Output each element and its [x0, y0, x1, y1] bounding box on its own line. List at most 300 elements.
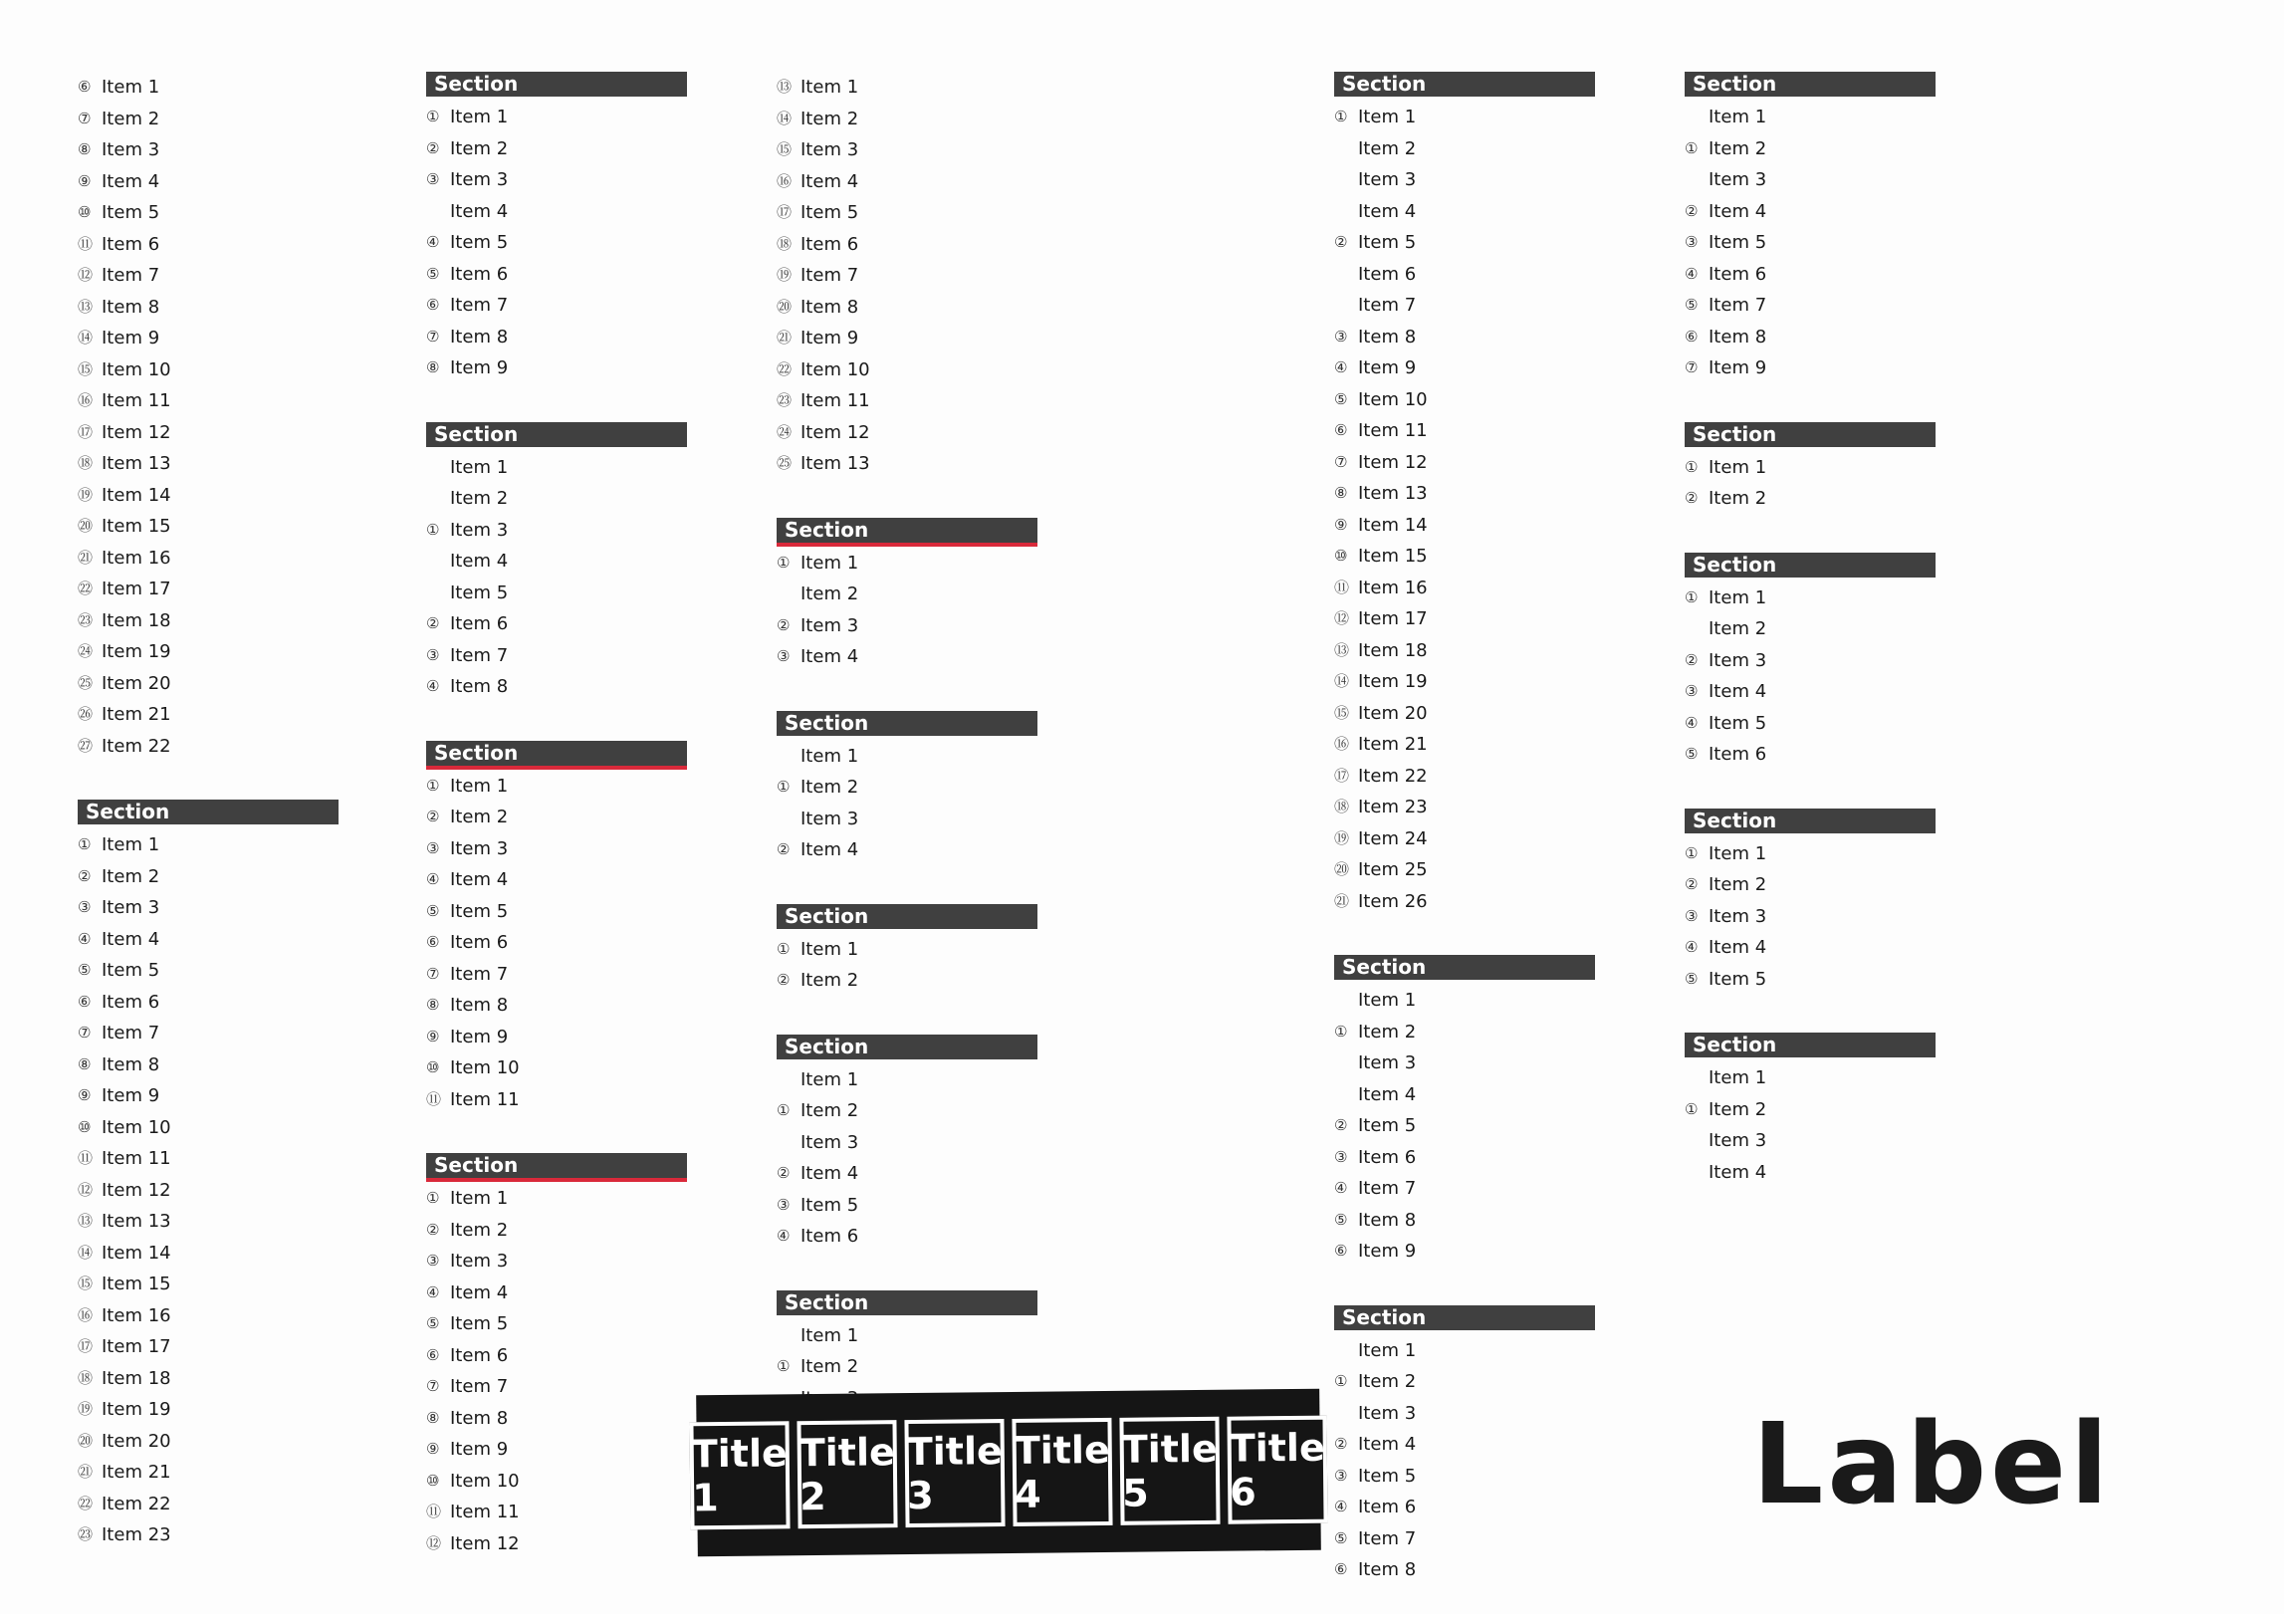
list-item	[78, 636, 339, 668]
item-text: Item 4	[1358, 1083, 1417, 1105]
list-item	[1685, 964, 1936, 996]
item-number: ⑬	[78, 1212, 94, 1230]
list-item	[78, 1363, 339, 1395]
item-text: Item 24	[1358, 827, 1428, 849]
list-item	[1334, 1335, 1595, 1367]
item-number: ②	[1685, 650, 1699, 669]
item-number: ⑪	[78, 1149, 94, 1167]
item-text: Item 18	[1358, 639, 1428, 661]
item-text: Item 1	[800, 938, 859, 960]
list-item	[777, 166, 1037, 198]
item-number: ⑯	[777, 171, 793, 190]
list-item	[426, 546, 687, 578]
list-item	[1334, 635, 1595, 667]
item-number: ⑬	[1334, 640, 1350, 659]
item-text: Item 1	[1709, 107, 1767, 127]
item-text: Item 5	[1709, 232, 1767, 253]
section-header: Section	[1685, 1033, 1936, 1057]
item-text: Item 3	[800, 614, 859, 636]
item-text: Item 19	[102, 641, 171, 662]
list-group	[1334, 1305, 1595, 1586]
list-item	[777, 72, 1037, 104]
list-group	[426, 1153, 687, 1559]
item-text: Item 6	[800, 233, 859, 255]
item-text: Item 5	[450, 900, 509, 922]
list-item	[1334, 1110, 1595, 1142]
item-text: Item 13	[102, 453, 171, 474]
item-text: Item 2	[1709, 488, 1767, 509]
list-item	[426, 102, 687, 133]
item-number: ㉔	[78, 642, 94, 660]
title-char: Title 5	[1119, 1417, 1220, 1525]
list-item	[1334, 164, 1595, 196]
item-text: Item 3	[450, 837, 509, 859]
item-text: Item 2	[450, 488, 509, 509]
item-number: ③	[1334, 327, 1348, 346]
item-text: Item 6	[450, 1344, 509, 1366]
item-number: ②	[1685, 875, 1699, 893]
item-number: ㉑	[78, 548, 94, 567]
item-number: ④	[426, 233, 440, 251]
section-header: Section	[777, 711, 1037, 736]
list-item	[78, 166, 339, 198]
item-text: Item 19	[1358, 671, 1428, 692]
item-number: ②	[78, 866, 92, 885]
item-number: ⑰	[78, 422, 94, 441]
item-text: Item 6	[450, 932, 509, 953]
item-number: ⑩	[1334, 547, 1348, 565]
list-item	[777, 772, 1037, 804]
item-number: ⑦	[78, 1024, 92, 1042]
item-text: Item 7	[800, 265, 859, 286]
list-item	[426, 1528, 687, 1560]
item-number: ①	[777, 939, 791, 958]
section-header: Section	[1685, 809, 1936, 833]
list-item	[777, 323, 1037, 354]
list-item	[426, 1277, 687, 1309]
column-1	[78, 72, 339, 1589]
item-text: Item 11	[1358, 420, 1428, 441]
list-item	[426, 771, 687, 803]
item-number: ⑫	[426, 1533, 442, 1552]
item-number: ⑤	[1685, 969, 1699, 988]
list-item	[777, 1158, 1037, 1190]
item-number: ⑧	[78, 1054, 92, 1073]
section-header: Section	[426, 1153, 687, 1178]
item-number: ⑰	[1334, 766, 1350, 785]
item-number: ③	[1334, 1147, 1348, 1166]
item-text: Item 12	[450, 1532, 520, 1554]
list-item	[777, 354, 1037, 386]
item-number: ⑮	[1334, 703, 1350, 722]
item-number: ②	[426, 808, 440, 825]
item-text: Item 1	[1709, 456, 1767, 478]
item-text: Item 3	[450, 1251, 509, 1272]
list-item	[426, 259, 687, 291]
item-number: ③	[777, 1195, 791, 1214]
item-number: ⑬	[78, 297, 94, 316]
item-text: Item 7	[1358, 1527, 1417, 1549]
guide-label: Label	[1752, 1400, 2113, 1529]
item-number: ②	[426, 614, 440, 632]
item-text: Item 23	[1358, 797, 1428, 817]
item-number: ⑲	[78, 485, 94, 504]
item-text: Item 2	[450, 137, 509, 159]
item-text: Item 16	[102, 1304, 171, 1326]
list-item	[78, 1238, 339, 1270]
list-item	[1685, 838, 1936, 870]
item-text: Item 9	[800, 328, 859, 348]
item-number: ⑦	[78, 109, 92, 127]
item-number: ⑮	[78, 359, 94, 378]
item-number: ⑱	[777, 234, 793, 253]
item-number: ⑰	[78, 1337, 94, 1355]
list-item	[777, 260, 1037, 292]
list-item	[1685, 1125, 1936, 1157]
list-item	[78, 924, 339, 956]
item-text: Item 7	[450, 963, 509, 985]
item-number: ④	[1685, 713, 1699, 732]
item-text: Item 6	[1709, 744, 1767, 765]
list-item	[777, 804, 1037, 835]
item-number: ⑥	[426, 1345, 440, 1364]
list-item	[1685, 352, 1936, 384]
item-number: ④	[78, 929, 92, 948]
item-text: Item 21	[1358, 734, 1428, 755]
item-text: Item 5	[450, 581, 509, 603]
section-header: Section	[1685, 72, 1936, 97]
item-number: ①	[426, 1189, 440, 1207]
item-text: Item 9	[1358, 1241, 1417, 1262]
item-text: Item 1	[102, 77, 160, 98]
item-text: Item 1	[800, 745, 859, 767]
list-item	[777, 1320, 1037, 1352]
item-number: ⑤	[426, 264, 440, 283]
list-item	[426, 133, 687, 165]
list-item	[1334, 666, 1595, 698]
list-item	[426, 1497, 687, 1528]
item-text: Item 12	[800, 421, 870, 443]
list-item	[1334, 1047, 1595, 1079]
list-item	[78, 480, 339, 512]
item-text: Item 2	[800, 777, 859, 798]
item-text: Item 8	[1358, 326, 1417, 348]
item-number: ⑥	[1334, 1560, 1348, 1578]
list-item	[426, 896, 687, 928]
item-text: Item 2	[800, 108, 859, 129]
item-text: Item 2	[800, 970, 859, 991]
list-item	[426, 1371, 687, 1403]
list-item	[1334, 698, 1595, 730]
item-number: ⑫	[1334, 609, 1350, 627]
item-text: Item 5	[450, 232, 509, 253]
list-item	[78, 699, 339, 731]
item-number: ②	[1334, 1435, 1348, 1453]
list-item	[426, 1434, 687, 1466]
item-number: ④	[426, 1282, 440, 1301]
item-number: ⑳	[1334, 860, 1350, 878]
item-text: Item 5	[800, 202, 859, 223]
list-item	[777, 1190, 1037, 1222]
list-item	[1334, 510, 1595, 542]
list-group	[1685, 1033, 1936, 1188]
list-item	[1334, 1017, 1595, 1048]
item-text: Item 3	[1709, 169, 1767, 190]
list-item	[1334, 1205, 1595, 1237]
item-text: Item 15	[102, 516, 171, 537]
item-number: ㉓	[777, 391, 793, 409]
item-number: ⑲	[777, 266, 793, 284]
item-text: Item 3	[450, 169, 509, 190]
item-text: Item 5	[800, 1194, 859, 1216]
list-item	[78, 511, 339, 543]
item-text: Item 4	[800, 1163, 859, 1184]
item-text: Item 5	[1709, 712, 1767, 734]
list-item	[1685, 739, 1936, 771]
item-text: Item 13	[800, 453, 870, 474]
item-number: ㉔	[777, 422, 793, 441]
item-number: ⑤	[78, 961, 92, 979]
list-item	[1685, 901, 1936, 933]
item-number: ⑩	[426, 1058, 440, 1076]
item-number: ㉑	[1334, 891, 1350, 910]
title-block	[691, 1389, 1325, 1557]
list-item	[1334, 854, 1595, 886]
list-item	[78, 1269, 339, 1300]
item-text: Item 1	[1358, 107, 1417, 127]
list-item	[78, 1143, 339, 1175]
item-text: Item 12	[1358, 451, 1428, 473]
list-item	[426, 1466, 687, 1498]
item-text: Item 25	[1358, 859, 1428, 880]
list-item	[426, 352, 687, 384]
item-text: Item 6	[1358, 1497, 1417, 1517]
item-text: Item 6	[102, 233, 160, 255]
item-number: ⑧	[78, 140, 92, 158]
item-number: ①	[1685, 587, 1699, 606]
item-text: Item 9	[1709, 357, 1767, 378]
item-number: ㉑	[777, 329, 793, 347]
item-number: ⑱	[78, 454, 94, 472]
item-text: Item 18	[102, 609, 171, 631]
list-group	[426, 72, 687, 384]
list-item	[1685, 196, 1936, 228]
list-item	[1334, 227, 1595, 259]
item-number: ③	[426, 1252, 440, 1270]
list-item	[777, 579, 1037, 610]
item-number: ①	[777, 778, 791, 796]
item-number: ⑮	[777, 140, 793, 158]
item-number: ⑤	[426, 1314, 440, 1332]
list-group	[1685, 553, 1936, 771]
item-number: ②	[777, 615, 791, 634]
item-text: Item 6	[450, 613, 509, 634]
item-text: Item 9	[450, 357, 509, 378]
list-item	[1685, 259, 1936, 291]
item-text: Item 7	[450, 644, 509, 666]
section-header: Section	[426, 422, 687, 447]
item-text: Item 4	[1709, 200, 1767, 222]
list-item	[78, 229, 339, 261]
item-text: Item 2	[1358, 1021, 1417, 1043]
item-text: Item 4	[450, 1281, 509, 1303]
list-item	[78, 323, 339, 354]
title-char: Title 1	[689, 1421, 790, 1529]
item-number: ㉓	[78, 610, 94, 629]
item-text: Item 2	[1358, 137, 1417, 159]
item-number: ④	[1685, 938, 1699, 956]
item-number: ②	[1685, 489, 1699, 507]
list-item	[1334, 259, 1595, 291]
item-text: Item 9	[450, 1026, 509, 1047]
item-number: ⑤	[1334, 1210, 1348, 1229]
item-text: Item 6	[800, 1226, 859, 1247]
section-header: Section	[777, 518, 1037, 543]
item-text: Item 5	[450, 1313, 509, 1334]
list-item	[777, 229, 1037, 261]
item-number: ④	[1334, 358, 1348, 376]
item-number: ⑨	[78, 171, 92, 190]
item-text: Item 2	[1709, 137, 1767, 159]
item-number: ⑦	[1334, 452, 1348, 471]
list-item	[1334, 761, 1595, 793]
list-item	[1685, 452, 1936, 484]
item-number: ⑨	[426, 1027, 440, 1045]
list-item	[78, 1049, 339, 1081]
item-number: ①	[426, 776, 440, 795]
list-item	[777, 448, 1037, 480]
list-item	[426, 927, 687, 959]
item-text: Item 2	[800, 583, 859, 604]
item-text: Item 22	[1358, 765, 1428, 787]
item-text: Item 26	[1358, 890, 1428, 912]
list-item	[1334, 823, 1595, 855]
item-text: Item 12	[102, 1179, 171, 1201]
list-item	[426, 608, 687, 640]
list-item	[78, 1206, 339, 1238]
item-number: ㉒	[78, 1494, 94, 1512]
item-text: Item 17	[102, 579, 171, 599]
item-number: ⑭	[78, 329, 94, 347]
list-item	[1685, 932, 1936, 964]
list-item	[1334, 729, 1595, 761]
item-number: ③	[1334, 1466, 1348, 1485]
list-item	[426, 833, 687, 865]
item-text: Item 4	[800, 646, 859, 667]
list-item	[777, 834, 1037, 866]
item-text: Item 5	[1358, 1465, 1417, 1487]
item-number: ㉕	[777, 454, 793, 472]
column-5	[1685, 72, 1936, 1226]
list-group	[1685, 72, 1936, 384]
list-item	[78, 605, 339, 637]
item-number: ③	[1685, 682, 1699, 700]
list-item	[1334, 290, 1595, 322]
list-item	[426, 959, 687, 991]
list-item	[1334, 1398, 1595, 1430]
list-item	[1334, 384, 1595, 416]
item-text: Item 18	[102, 1367, 171, 1389]
item-number: ⑤	[1334, 1528, 1348, 1547]
list-item	[777, 197, 1037, 229]
item-number: ⑬	[777, 78, 793, 96]
list-item	[426, 1022, 687, 1053]
section-header: Section	[1334, 72, 1595, 97]
item-text: Item 7	[1358, 1178, 1417, 1199]
item-text: Item 4	[800, 170, 859, 192]
section-header: Section	[1334, 1305, 1595, 1330]
list-item	[777, 965, 1037, 997]
item-text: Item 9	[102, 1085, 160, 1106]
item-text: Item 1	[102, 834, 160, 855]
item-number: ②	[1685, 201, 1699, 220]
item-number: ㉓	[78, 1525, 94, 1543]
list-item	[426, 640, 687, 672]
item-text: Item 1	[1709, 1067, 1767, 1088]
list-item	[1685, 1062, 1936, 1094]
item-number: ⑰	[777, 203, 793, 221]
list-item	[1685, 676, 1936, 708]
list-item	[426, 196, 687, 228]
item-number: ⑯	[78, 391, 94, 409]
list-item	[78, 1112, 339, 1144]
item-text: Item 10	[102, 358, 171, 380]
list-item	[1334, 792, 1595, 823]
item-number: ⑤	[426, 901, 440, 920]
item-text: Item 11	[102, 390, 171, 411]
item-text: Item 14	[102, 484, 171, 506]
list-item	[1334, 1523, 1595, 1555]
item-number: ①	[78, 835, 92, 853]
item-text: Item 10	[800, 358, 870, 380]
list-item	[1685, 613, 1936, 645]
list-item	[1685, 133, 1936, 165]
item-number: ①	[1685, 457, 1699, 476]
item-text: Item 3	[1709, 905, 1767, 927]
item-number: ⑱	[78, 1368, 94, 1387]
list-item	[78, 72, 339, 104]
list-item	[78, 1331, 339, 1363]
title-char: Title 6	[1227, 1416, 1327, 1524]
item-number: ⑥	[426, 933, 440, 951]
item-text: Item 2	[102, 865, 160, 887]
item-text: Item 3	[800, 808, 859, 829]
list-item	[78, 861, 339, 893]
list-item	[78, 668, 339, 700]
item-text: Item 2	[800, 1100, 859, 1121]
list-item	[1334, 1492, 1595, 1523]
item-text: Item 3	[102, 139, 160, 160]
item-text: Item 1	[450, 107, 509, 127]
item-number: ㉒	[777, 359, 793, 378]
item-text: Item 4	[450, 200, 509, 222]
item-number: ①	[777, 1357, 791, 1375]
item-number: ⑤	[1685, 296, 1699, 314]
item-text: Item 8	[1709, 326, 1767, 348]
list-item	[1334, 541, 1595, 573]
item-number: ②	[426, 138, 440, 157]
item-number: ㉕	[78, 673, 94, 692]
item-text: Item 4	[1709, 1161, 1767, 1183]
list-item	[1685, 227, 1936, 259]
item-text: Item 3	[1358, 1052, 1417, 1073]
list-item	[78, 987, 339, 1019]
item-text: Item 5	[102, 202, 160, 223]
list-item	[777, 1095, 1037, 1127]
item-text: Item 10	[102, 1116, 171, 1138]
item-text: Item 15	[1358, 546, 1428, 567]
item-text: Item 8	[450, 326, 509, 348]
